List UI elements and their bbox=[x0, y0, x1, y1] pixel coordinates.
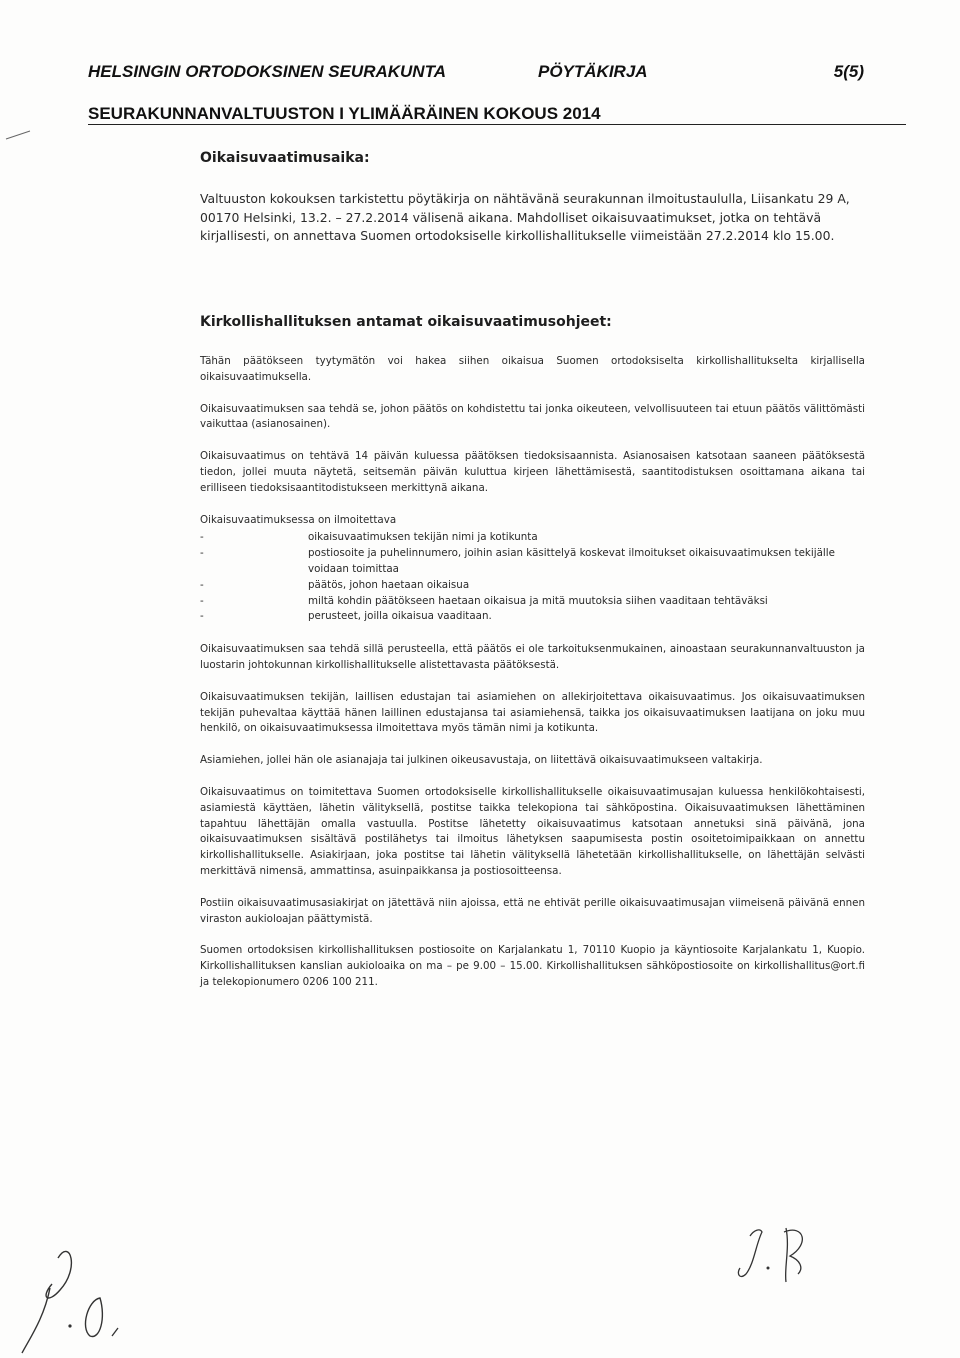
list-item: - miltä kohdin päätökseen haetaan oikaisua ja mitä muutoksia siihen vaaditaan tehtäväksi bbox=[200, 594, 768, 607]
list-item: - perusteet, joilla oikaisua vaaditaan. bbox=[200, 610, 492, 623]
appeal-period-heading: Oikaisuvaatimusaika: bbox=[200, 150, 370, 166]
page-number: 5(5) bbox=[833, 62, 864, 81]
page-header bbox=[88, 62, 864, 84]
signature-initials-right bbox=[720, 1208, 840, 1298]
list-item: - postiosoite ja puhelinnumero, joihin asian käsittelyä koskevat ilmoitukset oikaisuvaatimuksen tekijälle voidaan toimittaa bbox=[200, 547, 835, 575]
organization-name: HELSINGIN ORTODOKSINEN SEURAKUNTA bbox=[88, 62, 446, 81]
instructions-paragraph: Asiamiehen, jollei hän ole asianajaja tai julkinen oikeusavustaja, on liitettävä oikaisuvaatimukseen valtakirja. bbox=[200, 754, 763, 767]
appeal-period-section bbox=[200, 150, 865, 246]
header-rule bbox=[88, 124, 906, 125]
appeal-instructions-heading: Kirkollishallituksen antamat oikaisuvaatimusohjeet: bbox=[200, 314, 612, 330]
instructions-paragraph: Oikaisuvaatimus on tehtävä 14 päivän kuluessa päätöksen tiedoksisaannista. Asianosaisen katsotaan saaneen päätöksestä tiedon, jollei muuta näytetä, seitsemän päivän kuluttua kirjeen lähettämisestä, saantitodistuksen osoittamana aikana tai erilliseen tiedoksisaantitodistukseen merkittynä aikana. bbox=[200, 450, 865, 494]
appeal-period-text: Valtuuston kokouksen tarkistettu pöytäkirja on nähtävänä seurakunnan ilmoitustaululla, Liisankatu 29 A, 00170 Helsinki, 13.2. – 27.2.2014 välisenä aikana. Mahdolliset oikaisuvaatimukset, jotka on tehtävä kirjallisesti, on annettava Suomen ortodoksiselle kirkollishallitukselle viimeistään 27.2.2014 klo 15.00. bbox=[200, 191, 850, 244]
instructions-paragraph: Suomen ortodoksisen kirkollishallituksen postiosoite on Karjalankatu 1, 70110 Kuopio ja käyntiosoite Karjalankatu 1, Kuopio. Kirkollishallituksen kanslian aukioloaika on ma – pe 9.00 – 15.00. Kirkollishallituksen sähköpostiosoite on kirkollishallitus@ort.fi ja telekopionumero 0206 100 211. bbox=[200, 944, 865, 988]
instructions-paragraph: Oikaisuvaatimus on toimitettava Suomen ortodoksiselle kirkollishallitukselle oikaisuvaatimusajan kuluessa henkilökohtaisesti, asiamiestä käyttäen, lähetin välityksellä, postitse taikka telekopiona tai sähköpostina. Oikaisuvaatimuksen lähettäminen tapahtuu lähettäjän omalla vastuulla. Postitse lähetetty oikaisuvaatimus katsotaan annetuksi sinä päivänä, jona oikaisuvaatimuksen sisältävä postilähetys tai ilmoitus lähetyksen saapumisesta postin osoitetoimipaikkaan on annettu kirkollishallitukselle. Asiakirjaan, joka postitse tai lähetin välityksellä lähetetään kirkollishallitukselle, on lähettäjän selvästi merkittävä nimensä, ammattinsa, asuinpaikkansa ja postiosoitteensa. bbox=[200, 785, 865, 877]
requirements-list bbox=[200, 530, 865, 625]
appeal-instructions-section bbox=[200, 314, 865, 1007]
instructions-paragraph: Tähän päätökseen tyytymätön voi hakea siihen oikaisua Suomen ortodoksiselta kirkollishallitukselta kirjallisella oikaisuvaatimuksella. bbox=[200, 355, 865, 383]
meeting-title: SEURAKUNNANVALTUUSTON I YLIMÄÄRÄINEN KOKOUS 2014 bbox=[88, 104, 601, 123]
page-mark bbox=[0, 125, 40, 145]
instructions-paragraph: Oikaisuvaatimuksessa on ilmoitettava bbox=[200, 513, 397, 526]
list-item: - oikaisuvaatimuksen tekijän nimi ja kotikunta bbox=[200, 531, 538, 544]
instructions-paragraph: Oikaisuvaatimuksen saa tehdä sillä perusteella, että päätös ei ole tarkoituksenmukainen, ainoastaan seurakunnanvaltuuston ja luostarin johtokunnan kirkollishallitukselle alistettavasta päätöksestä. bbox=[200, 643, 865, 671]
document-type: PÖYTÄKIRJA bbox=[538, 62, 648, 81]
instructions-paragraph: Oikaisuvaatimuksen tekijän, laillisen edustajan tai asiamiehen on allekirjoitettava oikaisuvaatimus. Jos oikaisuvaatimuksen tekijän puhevaltaa käyttää hänen laillinen edustajansa tai asiamiehensä, taikka jos oikaisuvaatimuksen laatijana on joku muu henkilö, on oikaisuvaatimuksessa ilmoitettava myös tämän nimi ja kotikunta. bbox=[200, 690, 865, 735]
instructions-paragraph: Oikaisuvaatimuksen saa tehdä se, johon päätös on kohdistettu tai jonka oikeuteen, velvollisuuteen tai etuun päätös välittömästi vaikuttaa (asianosainen). bbox=[200, 402, 865, 431]
instructions-paragraph: Postiin oikaisuvaatimusasiakirjat on jätettävä niin ajoissa, että ne ehtivät perille oikaisuvaatimusajan viimeisenä päivänä ennen viraston aukioloajan päättymistä. bbox=[200, 896, 865, 925]
list-item: - päätös, johon haetaan oikaisua bbox=[200, 578, 470, 591]
signature-initials-left bbox=[0, 1228, 150, 1358]
